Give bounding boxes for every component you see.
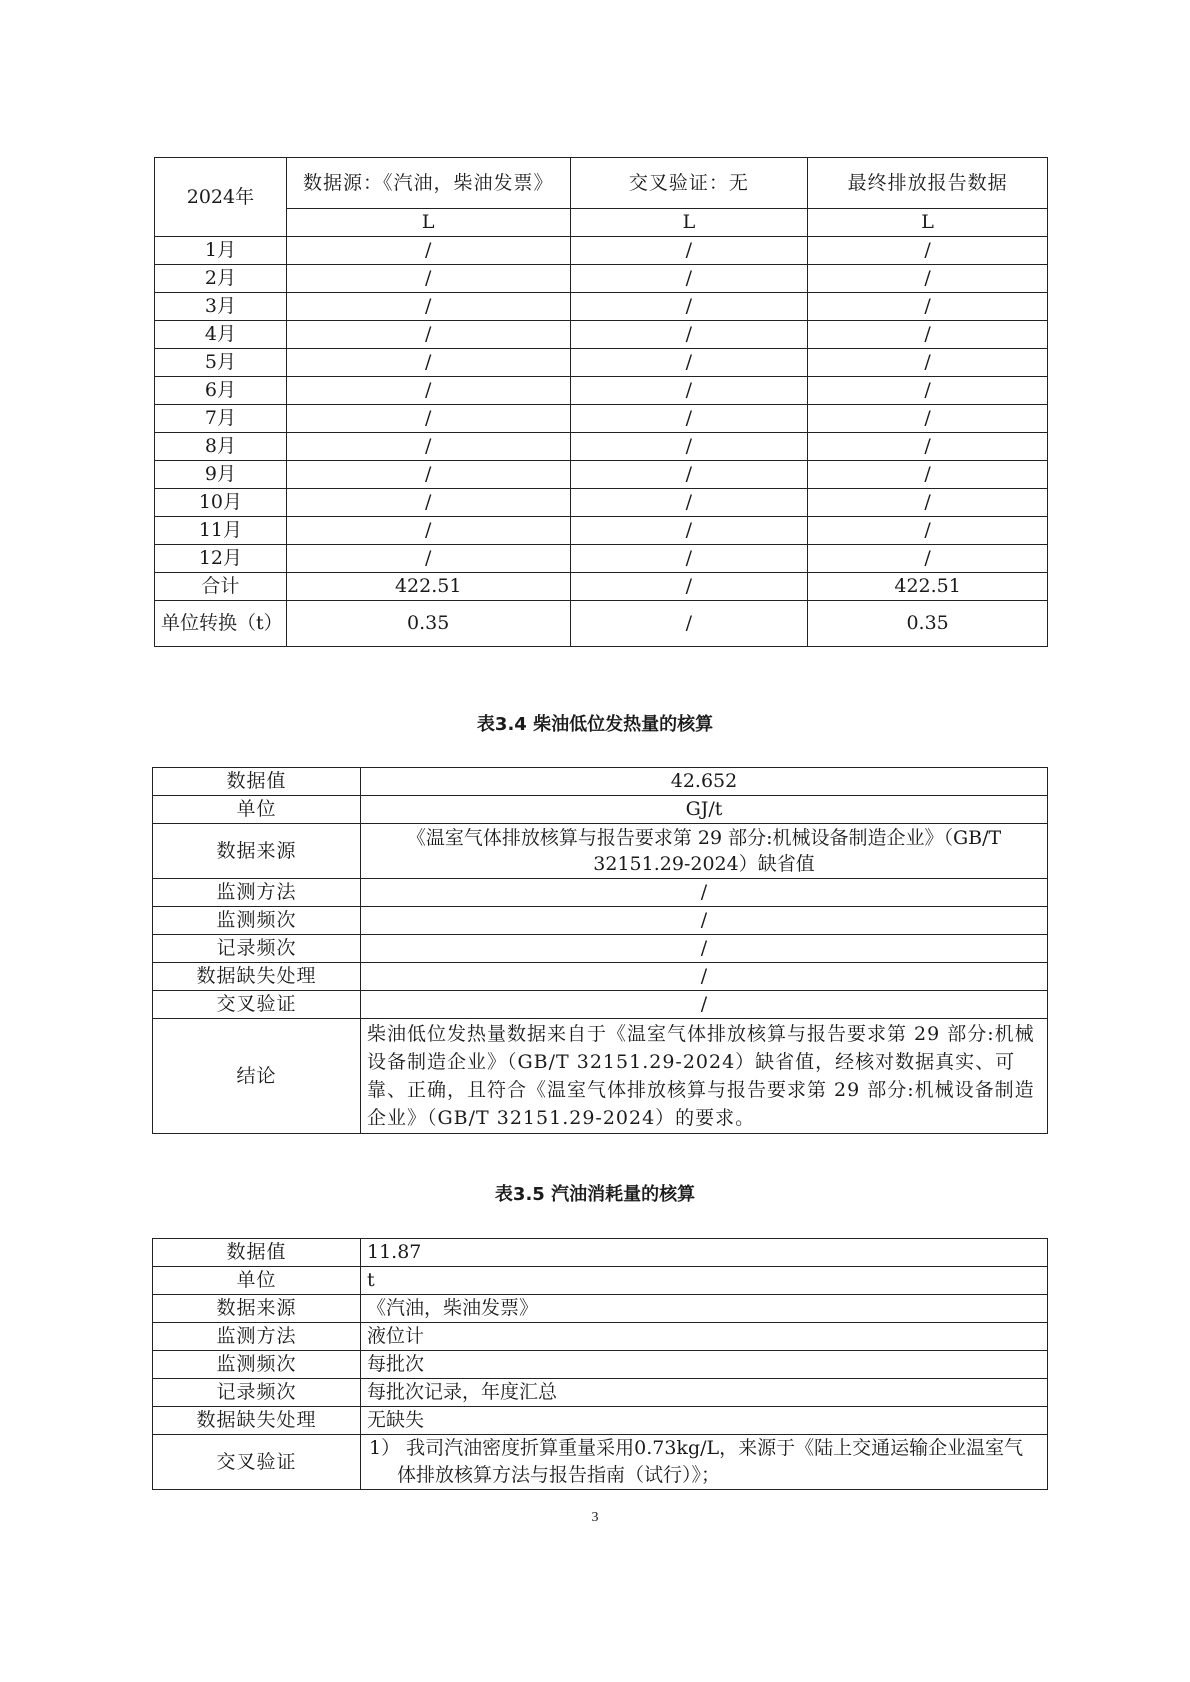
cell: / — [808, 321, 1048, 349]
table-row — [155, 237, 1048, 265]
total-row — [155, 573, 1048, 601]
fuel-monthly-table — [154, 157, 1048, 647]
row-label: 5月 — [155, 349, 287, 377]
table-row — [153, 1435, 1048, 1490]
cell: / — [570, 601, 808, 647]
row-value: / — [361, 935, 1048, 963]
table-row — [153, 1323, 1048, 1351]
cell: / — [286, 377, 570, 405]
row-label: 11月 — [155, 517, 287, 545]
row-value: 42.652 — [361, 768, 1048, 796]
diesel-ncv-table — [152, 767, 1048, 1134]
row-value: t — [361, 1267, 1048, 1295]
cell: / — [808, 377, 1048, 405]
row-value: 柴油低位发热量数据来自于《温室气体排放核算与报告要求第 29 部分:机械设备制造企业》（GB/T 32151.29-2024）缺省值，经核对数据真实、可靠、正确，且符合《温室气体排放核算与报告要求第 29 部分:机械设备制造企业》（GB/T 32151.29-2024）的要求。 — [361, 1019, 1048, 1134]
row-label: 3月 — [155, 293, 287, 321]
table-row — [155, 433, 1048, 461]
cell: / — [808, 517, 1048, 545]
unit-conversion-row — [155, 601, 1048, 647]
row-key: 交叉验证 — [153, 991, 361, 1019]
table-row — [155, 405, 1048, 433]
row-key: 监测方法 — [153, 879, 361, 907]
row-key: 数据值 — [153, 768, 361, 796]
cell: / — [808, 489, 1048, 517]
cell: / — [286, 545, 570, 573]
row-label: 9月 — [155, 461, 287, 489]
table-row — [153, 907, 1048, 935]
cell: / — [286, 405, 570, 433]
row-value: 液位计 — [361, 1323, 1048, 1351]
cell: / — [570, 433, 808, 461]
table-row — [153, 963, 1048, 991]
cell: / — [286, 237, 570, 265]
cell: / — [286, 321, 570, 349]
row-key: 单位 — [153, 796, 361, 824]
cell: / — [570, 349, 808, 377]
cell: / — [808, 265, 1048, 293]
column-header: 交叉验证：无 — [570, 158, 808, 209]
row-value: / — [361, 963, 1048, 991]
row-label: 7月 — [155, 405, 287, 433]
unit-cell: L — [570, 209, 808, 237]
table-row — [153, 1379, 1048, 1407]
cell: / — [570, 265, 808, 293]
cell: / — [570, 237, 808, 265]
row-value: 每批次 — [361, 1351, 1048, 1379]
cell: 0.35 — [808, 601, 1048, 647]
cell: / — [286, 349, 570, 377]
row-value: 《温室气体排放核算与报告要求第 29 部分:机械设备制造企业》（GB/T 32151.29-2024）缺省值 — [361, 824, 1048, 879]
column-header: 最终排放报告数据 — [808, 158, 1048, 209]
table-row — [153, 1267, 1048, 1295]
cell: / — [570, 461, 808, 489]
row-key: 记录频次 — [153, 935, 361, 963]
cell: / — [808, 405, 1048, 433]
row-key: 数据来源 — [153, 824, 361, 879]
row-label: 2月 — [155, 265, 287, 293]
cell: / — [808, 461, 1048, 489]
row-value: 每批次记录，年度汇总 — [361, 1379, 1048, 1407]
cell: / — [570, 517, 808, 545]
cell: 422.51 — [808, 573, 1048, 601]
row-value: 1） 我司汽油密度折算重量采用0.73kg/L，来源于《陆上交通运输企业温室气体排放核算方法与报告指南（试行）》； — [369, 1437, 1024, 1486]
cell: / — [570, 489, 808, 517]
cell: / — [808, 349, 1048, 377]
row-value: / — [361, 879, 1048, 907]
table-row — [153, 768, 1048, 796]
cell: 422.51 — [286, 573, 570, 601]
table-caption: 表3.5 汽油消耗量的核算 — [494, 1184, 696, 1205]
cell: / — [808, 237, 1048, 265]
table-row — [155, 321, 1048, 349]
row-key: 记录频次 — [153, 1379, 361, 1407]
row-label: 单位转换（t） — [155, 601, 287, 647]
column-header: 数据源：《汽油，柴油发票》 — [286, 158, 570, 209]
row-label: 10月 — [155, 489, 287, 517]
cell: / — [286, 461, 570, 489]
year-header: 2024年 — [155, 158, 287, 237]
table-row — [153, 1239, 1048, 1267]
cell: / — [808, 293, 1048, 321]
cell: / — [286, 433, 570, 461]
table-row — [153, 1295, 1048, 1323]
row-value: 无缺失 — [361, 1407, 1048, 1435]
cell: / — [570, 293, 808, 321]
row-label: 6月 — [155, 377, 287, 405]
row-key: 数据缺失处理 — [153, 963, 361, 991]
row-label: 4月 — [155, 321, 287, 349]
row-key: 数据来源 — [153, 1295, 361, 1323]
row-label: 12月 — [155, 545, 287, 573]
cell: / — [570, 545, 808, 573]
row-value: / — [361, 991, 1048, 1019]
table-row — [155, 377, 1048, 405]
row-key: 监测频次 — [153, 907, 361, 935]
table-row — [155, 461, 1048, 489]
row-key: 数据值 — [153, 1239, 361, 1267]
table-row — [155, 545, 1048, 573]
row-key: 交叉验证 — [153, 1435, 361, 1490]
table-row — [153, 824, 1048, 879]
table-row — [153, 1407, 1048, 1435]
row-key: 单位 — [153, 1267, 361, 1295]
page-number: 3 — [591, 1510, 599, 1525]
cell: / — [570, 321, 808, 349]
cell: / — [808, 433, 1048, 461]
row-key: 监测方法 — [153, 1323, 361, 1351]
row-label: 8月 — [155, 433, 287, 461]
table-row — [155, 265, 1048, 293]
row-key: 数据缺失处理 — [153, 1407, 361, 1435]
gasoline-consumption-table — [152, 1238, 1048, 1490]
table-row — [155, 349, 1048, 377]
table-row — [153, 991, 1048, 1019]
table-row — [155, 517, 1048, 545]
cell: / — [570, 573, 808, 601]
table-row — [155, 293, 1048, 321]
row-label: 合计 — [155, 573, 287, 601]
table-row — [153, 1019, 1048, 1134]
unit-cell: L — [286, 209, 570, 237]
row-value: GJ/t — [361, 796, 1048, 824]
row-key: 结论 — [153, 1019, 361, 1134]
cell: / — [808, 545, 1048, 573]
table-row — [155, 489, 1048, 517]
unit-cell: L — [808, 209, 1048, 237]
table-row — [153, 796, 1048, 824]
cell: 0.35 — [286, 601, 570, 647]
cell: / — [570, 405, 808, 433]
cell: / — [286, 293, 570, 321]
table-caption: 表3.4 柴油低位发热量的核算 — [476, 714, 714, 735]
cell: / — [570, 377, 808, 405]
row-value: 《汽油，柴油发票》 — [361, 1295, 1048, 1323]
table-row — [153, 1351, 1048, 1379]
row-label: 1月 — [155, 237, 287, 265]
row-value: / — [361, 907, 1048, 935]
cell: / — [286, 265, 570, 293]
cell: / — [286, 489, 570, 517]
table-row — [153, 935, 1048, 963]
row-key: 监测频次 — [153, 1351, 361, 1379]
cell: / — [286, 517, 570, 545]
table-row — [153, 879, 1048, 907]
row-value: 11.87 — [361, 1239, 1048, 1267]
